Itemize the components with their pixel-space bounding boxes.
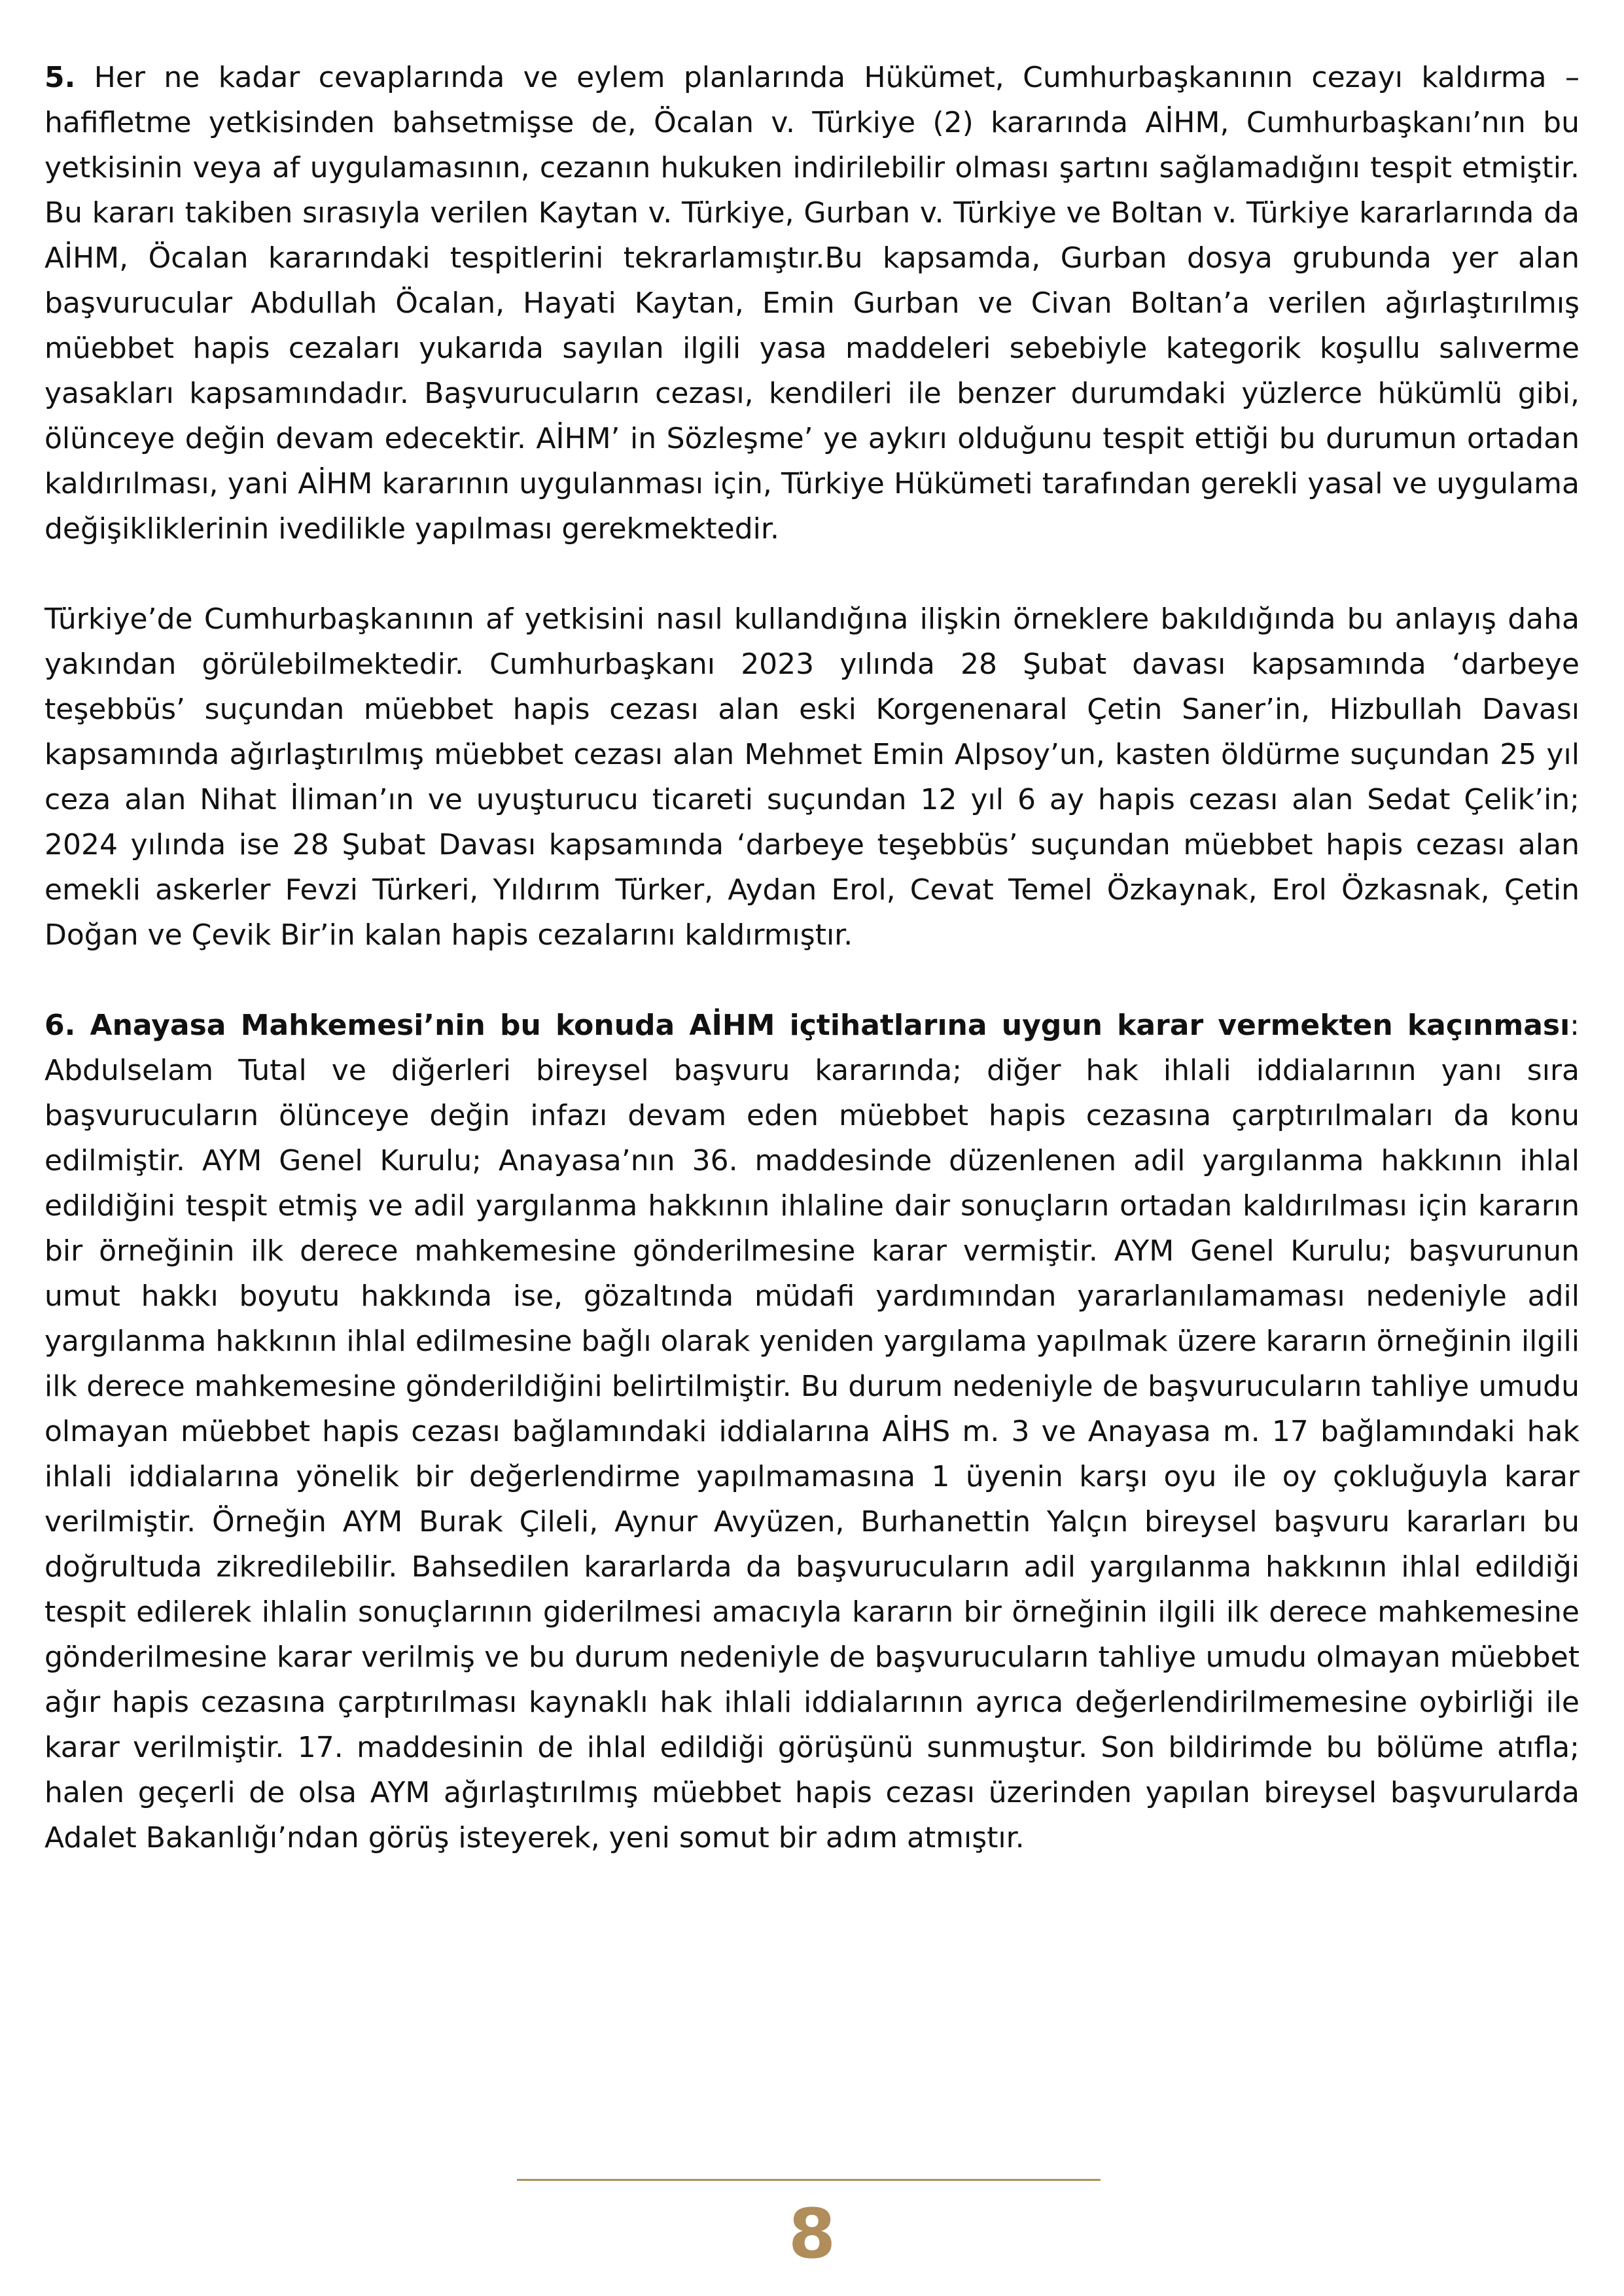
paragraph-5 [44,55,1580,551]
paragraph-5-number: 5. [44,61,76,94]
paragraph-6-text: : Abdulselam Tutal ve diğerleri bireysel başvuru kararında; diğer hak ihlali iddialarının yanı sıra başvurucuların ölünceye değin infazı devam eden müebbet hapis cezasına çarptırılmaları da konu edilmiştir. AYM Genel Kurulu; Anayasa’nın 36. maddesinde düzenlenen adil yargılanma hakkının ihlal edildiğini tespit etmiş ve adil yargılanma hakkının ihlaline dair sonuçların ortadan kaldırılması için kararın bir örneğinin ilk derece mahkemesine gönderilmesine karar vermiştir. AYM Genel Kurulu; başvurunun umut hakkı boyutu hakkında ise, gözaltında müdafi yardımından yararlanılamaması nedeniyle adil yargılanma hakkının ihlal edilmesine bağlı olarak yeniden yargılama yapılmak üzere kararın örneğinin ilgili ilk derece mahkemesine gönderildiğini belirtilmiştir. Bu durum nedeniyle de başvurucuların tahliye umudu olmayan müebbet hapis cezası bağlamındaki iddialarına AİHS m. 3 ve Anayasa m. 17 bağlamındaki hak ihlali iddialarına yönelik bir değerlendirme yapılmamasına 1 üyenin karşı oyu ile oy çokluğuyla karar verilmiştir. Örneğin AYM Burak Çileli, Aynur Avyüzen, Burhanettin Yalçın bireysel başvuru kararları bu doğrultuda zikredilebilir. Bahsedilen kararlarda da başvurucuların adil yargılanma hakkının ihlal edildiği tespit edilerek ihlalin sonuçlarının giderilmesi amacıyla kararın bir örneğinin ilgili ilk derece mahkemesine gönderilmesine karar verilmiş ve bu durum nedeniyle de başvurucuların tahliye umudu olmayan müebbet ağır hapis cezasına çarptırılması kaynaklı hak ihlali iddialarının ayrıca değerlendirilmemesine oybirliği ile karar verilmiştir. 17. maddesinin de ihlal edildiği görüşünü sunmuştur. Son bildirimde bu bölüme atıfla; halen geçerli de olsa AYM ağırlaştırılmış müebbet hapis cezası üzerinden yapılan bireysel başvurularda Adalet Bakanlığı’ndan görüş isteyerek, yeni somut bir adım atmıştır. [44,1009,1580,1854]
page-number: 8 [788,2194,836,2274]
paragraph-6-heading: 6. Anayasa Mahkemesi’nin bu konuda AİHM içtihatlarına uygun karar vermekten kaçınması [44,1009,1570,1042]
paragraph-5-text: Her ne kadar cevaplarında ve eylem planlarında Hükümet, Cumhurbaşkanının cezayı kaldırma – hafifletme yetkisinden bahsetmişse de, Öcalan v. Türkiye (2) kararında AİHM, Cumhurbaşkanı’nın bu yetkisinin veya af uygulamasının, cezanın hukuken indirilebilir olması şartını sağlamadığını tespit etmiştir. Bu kararı takiben sırasıyla verilen Kaytan v. Türkiye, Gurban v. Türkiye ve Boltan v. Türkiye kararlarında da AİHM, Öcalan kararındaki tespitlerini tekrarlamıştır.Bu kapsamda, Gurban dosya grubunda yer alan başvurucular Abdullah Öcalan, Hayati Kaytan, Emin Gurban ve Civan Boltan’a verilen ağırlaştırılmış müebbet hapis cezaları yukarıda sayılan ilgili yasa maddeleri sebebiyle kategorik koşullu salıverme yasakları kapsamındadır. Başvurucuların cezası, kendileri ile benzer durumdaki yüzlerce hükümlü gibi, ölünceye değin devam edecektir. AİHM’ in Sözleşme’ ye aykırı olduğunu tespit ettiği bu durumun ortadan kaldırılması, yani AİHM kararının uygulanması için, Türkiye Hükümeti tarafından gerekli yasal ve uygulama değişikliklerinin ivedilikle yapılması gerekmektedir. [44,61,1580,546]
paragraph-pardon-examples [44,597,1580,958]
footer-divider [517,2179,1101,2181]
paragraph-pardon-examples-text: Türkiye’de Cumhurbaşkanının af yetkisini nasıl kullandığına ilişkin örneklere bakıldığında bu anlayış daha yakından görülebilmektedir. Cumhurbaşkanı 2023 yılında 28 Şubat davası kapsamında ‘darbeye teşebbüs’ suçundan müebbet hapis cezası alan eski Korgenenaral Çetin Saner’in, Hizbullah Davası kapsamında ağırlaştırılmış müebbet cezası alan Mehmet Emin Alpsoy’un, kasten öldürme suçundan 25 yıl ceza alan Nihat İliman’ın ve uyuşturucu ticareti suçundan 12 yıl 6 ay hapis cezası alan Sedat Çelik’in; 2024 yılında ise 28 Şubat Davası kapsamında ‘darbeye teşebbüs’ suçundan müebbet hapis cezası alan emekli askerler Fevzi Türkeri, Yıldırım Türker, Aydan Erol, Cevat Temel Özkaynak, Erol Özkasnak, Çetin Doğan ve Çevik Bir’in kalan hapis cezalarını kaldırmıştır. [44,602,1580,952]
paragraph-6 [44,1003,1580,1860]
body-text [44,55,1580,1905]
